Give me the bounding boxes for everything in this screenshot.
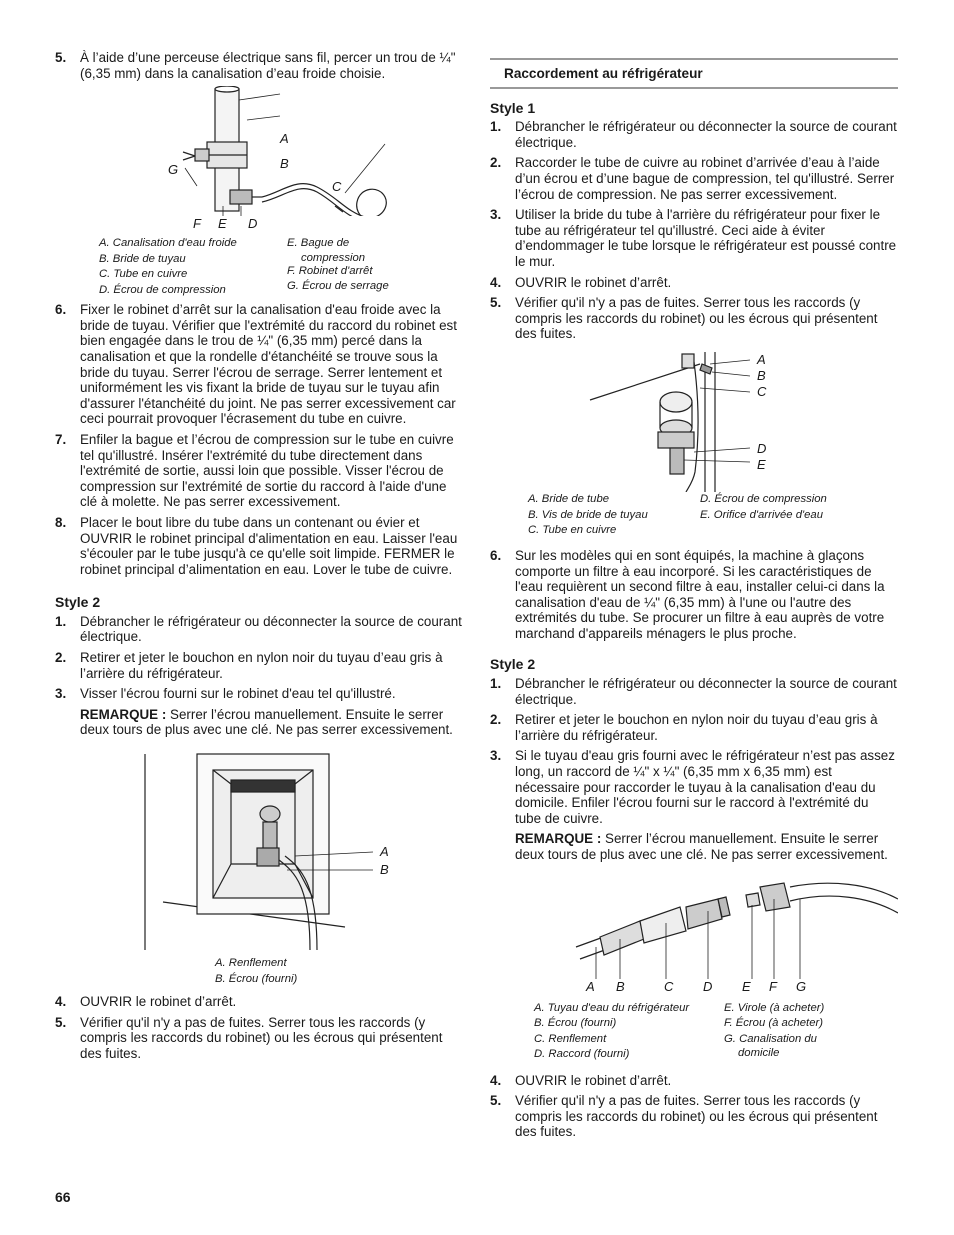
fig1-label-e: E [218, 216, 227, 232]
legend-item: C. Tube en cuivre [99, 268, 188, 281]
step-number: 5. [55, 50, 67, 65]
step-text: OUVRIR le robinet d’arrêt. [515, 274, 672, 290]
step-text: Utiliser la bride du tube à l'arrière du réfrigérateur pour fixer le tube au réfrigérateur tel qu'illustré. Ceci aide à éviter d’endommager le tube lorsque le réfrigérateur est poussé contre le mur. [515, 207, 897, 269]
legend-item: B. Vis de bride de tuyau [528, 508, 648, 521]
step-number: 5. [490, 295, 502, 311]
style2-heading-right: Style 2 [490, 656, 536, 673]
r-s2-step-1 [490, 676, 898, 707]
fig1-bottom-labels [55, 216, 463, 236]
s2-note [55, 707, 463, 738]
style2-heading-left: Style 2 [55, 594, 101, 611]
r-s2-step-2 [490, 712, 898, 743]
fig3-label-d: D [757, 440, 767, 456]
fig4-legend [490, 1001, 898, 1067]
r-s2-step-5 [490, 1093, 898, 1140]
legend-item: domicile [738, 1047, 780, 1060]
s1-step-1 [490, 119, 898, 150]
legend-item: G. Canalisation du [724, 1032, 817, 1045]
step-text: Enfiler la bague et l’écrou de compression sur le tube en cuivre tel qu'illustré. Insérer l'extrémité du tube directement dans l'extrémité de sortie, aussi loin que possible. Visser l'écrou de compression sur l'extrémité de sortie du raccord à l'aide d'une clé à molette. Ne pas serrer excessivement. [80, 431, 454, 510]
step-text: Placer le bout libre du tube dans un contenant ou évier et OUVRIR le robinet principal d'alimentation en eau. Laisser l'eau s'écouler par le tube jusqu'à ce qu'elle soit limpide. FERMER le robinet principal d’alimentation en eau. Lover le tube de cuivre. [80, 514, 458, 577]
legend-item: E. Virole (à acheter) [724, 1001, 825, 1014]
step-text: Sur les modèles qui en sont équipés, la machine à glaçons comporte un filtre à eau incorporé. Si les caractéristiques de l'eau requièrent un second filtre à eau, installer celui-ci dans la canalisation d'eau de ¼" (6,35 mm) à l'une ou l'autre des extrémités du tube. Se procurer un filtre à eau auprès de votre marchand d'appareils ménagers le plus proche. [515, 547, 885, 641]
fig1-label-b: B [280, 156, 289, 172]
step-text: À l’aide d’une perceuse électrique sans fil, percer un trou de ¼" (6,35 mm) dans la canalisation d’eau froide choisie. [80, 50, 456, 81]
fig4-label-b: B [616, 978, 625, 994]
s2-step-2 [55, 650, 463, 681]
fig3-label-a: A [757, 351, 766, 367]
step-number: 3. [490, 748, 502, 764]
note-text: Serrer l’écrou manuellement. Ensuite le serrer deux tours de plus avec une clé. Ne pas serrer excessivement. [515, 831, 888, 862]
legend-item: A. Bride de tube [528, 492, 610, 505]
fig1-label-d: D [248, 216, 258, 232]
step-number: 2. [490, 155, 502, 171]
legend-item: D. Raccord (fourni) [534, 1048, 630, 1061]
step-text: Retirer et jeter le bouchon en nylon noir du tuyau d’eau gris à l’arrière du réfrigérateur. [515, 712, 878, 743]
fig1-label-c: C [332, 179, 342, 195]
s2-step-4 [55, 994, 463, 1010]
fig1-label-a: A [280, 131, 289, 147]
step-number: 3. [55, 686, 67, 702]
legend-right-column [724, 1001, 824, 1060]
fig2-label-b: B [380, 862, 389, 878]
fig3-label-c: C [757, 383, 767, 399]
shutoff-valve-illustration [55, 86, 463, 216]
s2-step-1 [55, 614, 463, 645]
step-text: Vérifier qu'il n'y a pas de fuites. Serrer tous les raccords (y compris les raccords du robinet) ou les écrous qui présentent des fuites. [515, 295, 878, 342]
fig4-label-c: C [664, 978, 674, 994]
figure-tube-clamp [490, 352, 898, 492]
legend-item: G. Écrou de serrage [287, 280, 389, 293]
step-text: OUVRIR le robinet d’arrêt. [515, 1072, 672, 1088]
fig1-label-f: F [193, 216, 201, 232]
step-text: Débrancher le réfrigérateur ou déconnecter la source de courant électrique. [80, 613, 462, 645]
step-number: 7. [55, 431, 67, 447]
legend-item: A. Canalisation d'eau froide [99, 237, 237, 250]
legend-item: compression [301, 251, 366, 264]
s1-step-2 [490, 155, 898, 202]
s2-step-5 [55, 1015, 463, 1062]
fig4-label-g: G [796, 978, 807, 994]
fig3-legend [490, 492, 898, 542]
r-s2-step-3 [490, 748, 898, 826]
s1-step-5 [490, 295, 898, 342]
fig2-label-a: A [380, 844, 389, 860]
legend-left-column [534, 1001, 689, 1063]
step-text: OUVRIR le robinet d’arrêt. [80, 994, 237, 1010]
step-text: Débrancher le réfrigérateur ou déconnecter la source de courant électrique. [515, 676, 897, 707]
step-number: 5. [490, 1093, 502, 1109]
section-heading: Raccordement au réfrigérateur [490, 58, 898, 89]
step-number: 4. [55, 994, 67, 1010]
step-number: 2. [490, 712, 502, 728]
step-number: 4. [490, 274, 502, 290]
style1-heading: Style 1 [490, 99, 536, 116]
figure-fridge-valve [55, 752, 463, 952]
figure-shutoff-valve [55, 86, 463, 216]
step-6 [55, 302, 463, 427]
fig4-label-e: E [742, 978, 751, 994]
step-number: 4. [490, 1072, 502, 1088]
s1-step-6 [490, 548, 898, 642]
step-number: 1. [490, 119, 502, 135]
legend-left-column [528, 492, 648, 539]
step-number: 8. [55, 514, 67, 530]
fig4-label-a: A [586, 978, 595, 994]
step-text: Si le tuyau d'eau gris fourni avec le réfrigérateur n’est pas assez long, un raccord de ¼" x ¼" (6,35 mm x 6,35 mm) est nécessaire pour raccorder le tuyau à la canalisation d'eau du domicile. Enfiler l'écrou fourni sur le raccord à l'extrémité du tube de cuivre. [515, 748, 895, 826]
step-text: Débrancher le réfrigérateur ou déconnecter la source de courant électrique. [515, 119, 897, 150]
legend-item: D. Écrou de compression [99, 283, 226, 296]
legend-column [215, 956, 297, 987]
legend-item: F. Écrou (à acheter) [724, 1017, 823, 1030]
step-5 [55, 50, 463, 81]
fridge-valve-illustration [55, 752, 463, 952]
legend-right-column [287, 236, 389, 295]
step-number: 5. [55, 1014, 67, 1030]
step-7 [55, 432, 463, 510]
step-text: Retirer et jeter le bouchon en nylon noir du tuyau d’eau gris à l’arrière du réfrigérateur. [80, 650, 443, 681]
right-column [490, 50, 898, 1145]
note-label: REMARQUE : [80, 706, 167, 722]
r-s2-note [490, 831, 898, 862]
tube-clamp-illustration [490, 352, 898, 492]
step-number: 3. [490, 207, 502, 223]
step-8 [55, 515, 463, 577]
step-text: Raccorder le tube de cuivre au robinet d’arrivée d’eau à l’aide d’un écrou et d’une bague de compression, tel qu'illustré. Serrer l’écrou de compression. Ne pas serrer excessivement. [515, 155, 895, 202]
fig4-label-f: F [769, 978, 777, 994]
fig4-label-d: D [703, 978, 713, 994]
step-text: Visser l'écrou fourni sur le robinet d'eau tel qu'illustré. [80, 686, 396, 702]
step-number: 6. [55, 302, 67, 318]
legend-item: A. Renflement [215, 957, 287, 970]
left-column [55, 50, 463, 1066]
note-label: REMARQUE : [515, 831, 602, 847]
fittings-illustration [490, 869, 898, 979]
legend-item: F. Robinet d'arrêt [287, 264, 373, 277]
s1-step-4 [490, 275, 898, 291]
step-number: 1. [490, 676, 502, 692]
s2-step-3 [55, 686, 463, 702]
legend-item: E. Bague de [287, 237, 350, 250]
step-text: Vérifier qu'il n'y a pas de fuites. Serrer tous les raccords (y compris les raccords du robinet) ou les écrous qui présentent des fuites. [80, 1014, 443, 1061]
legend-item: C. Renflement [534, 1032, 607, 1045]
step-number: 1. [55, 613, 67, 629]
fig4-bottom-labels [490, 979, 898, 1001]
step-text: Fixer le robinet d’arrêt sur la canalisation d'eau froide avec la bride de tuyau. Vérifier que l'extrémité du raccord du robinet est bien engagée dans le trou de ¼" (6,35 mm) percé dans la canalisation et que la rondelle d'étanchéité se trouve sous la bride du tuyau. Serrer l'écrou de serrage. Serrer lentement et uniformément les vis fixant la bride de tuyau sur le tuyau afin d'assurer l'étanchéité du joint. Ne pas serrer excessivement car ceci pourrait provoquer l'écrasement du tube en cuivre. [80, 302, 457, 427]
step-text: Vérifier qu'il n'y a pas de fuites. Serrer tous les raccords (y compris les raccords du robinet) ou les écrous qui présentent des fuites. [515, 1093, 878, 1140]
note-text: Serrer l’écrou manuellement. Ensuite le serrer deux tours de plus avec une clé. Ne pas serrer excessivement. [80, 706, 453, 738]
fig1-label-g: G [168, 162, 179, 178]
legend-item: B. Écrou (fourni) [534, 1017, 617, 1030]
fig3-label-e: E [757, 456, 766, 472]
page-number: 66 [55, 1189, 71, 1205]
r-s2-step-4 [490, 1073, 898, 1089]
legend-right-column [700, 492, 827, 523]
fig3-label-b: B [757, 367, 766, 383]
legend-item: B. Bride de tuyau [99, 252, 186, 265]
s1-step-3 [490, 207, 898, 269]
figure-fittings [490, 869, 898, 979]
legend-item: A. Tuyau d'eau du réfrigérateur [534, 1001, 690, 1014]
legend-left-column [99, 236, 237, 298]
fig2-legend [55, 956, 463, 990]
legend-item: E. Orifice d'arrivée d'eau [700, 508, 823, 521]
legend-item: B. Écrou (fourni) [215, 972, 298, 985]
fig1-legend [55, 236, 463, 302]
legend-item: C. Tube en cuivre [528, 524, 617, 537]
legend-item: D. Écrou de compression [700, 492, 827, 505]
step-number: 6. [490, 547, 502, 563]
step-number: 2. [55, 650, 67, 666]
